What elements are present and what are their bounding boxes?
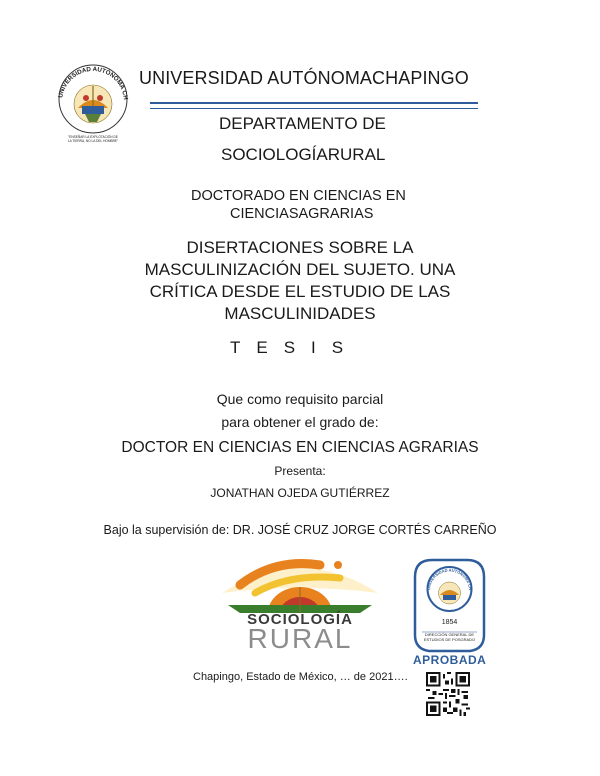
logo-word-rural: RURAL: [247, 623, 353, 654]
header-rule-thin: [150, 108, 478, 109]
place-date: Chapingo, Estado de México, … de 2021….: [193, 671, 408, 683]
stamp-caption: DIRECCIÓN GENERAL DE ESTUDIOS DE POSGRADO: [423, 632, 476, 642]
thesis-title-line: CRÍTICA DESDE EL ESTUDIO DE LAS: [149, 282, 451, 301]
presenta-label: Presenta:: [274, 464, 326, 478]
author-name: JONATHAN OJEDA GUTIÉRREZ: [210, 486, 390, 500]
logo-word-sociologia: SOCIOLOGÍA: [247, 611, 353, 628]
supervision-line: Bajo la supervisión de: DR. JOSÉ CRUZ JORGE CORTÉS CARREÑO: [103, 523, 497, 537]
university-name: UNIVERSIDAD AUTÓNOMACHAPINGO: [139, 68, 469, 88]
svg-text:"ENSEÑAR LA EXPLOTACIÓN DE: "ENSEÑAR LA EXPLOTACIÓN DE: [68, 135, 118, 139]
stamp-year: 1854: [441, 619, 458, 626]
requirement-line1: Que como requisito parcial: [216, 391, 384, 407]
svg-text:UNIVERSIDAD AUTÓNOMA CHAPINGO: UNIVERSIDAD AUTÓNOMA CH: [425, 567, 474, 591]
university-seal: [52, 62, 134, 144]
svg-text:LA TIERRA, NO LA DEL HOMBRE": LA TIERRA, NO LA DEL HOMBRE": [67, 139, 119, 143]
svg-text:UNIVERSIDAD AUTÓNOMA CHAPINGO: UNIVERSIDAD AUTÓNOMA CH: [57, 65, 129, 101]
thesis-title-line: MASCULINIDADES: [224, 304, 376, 323]
approval-stamp: [412, 557, 487, 653]
degree-name: DOCTOR EN CIENCIAS EN CIENCIAS AGRARIAS: [121, 439, 479, 456]
department-line1: DEPARTAMENTO DE: [219, 114, 386, 133]
program-line2: CIENCIASAGRARIAS: [230, 206, 374, 222]
department-line2: SOCIOLOGÍARURAL: [221, 145, 386, 164]
approval-status: APROBADA: [413, 653, 487, 667]
program-line1: DOCTORADO EN CIENCIAS EN: [191, 188, 406, 204]
requirement-line2: para obtener el grado de:: [221, 414, 379, 430]
qr-code: [426, 672, 470, 716]
thesis-title-line: DISERTACIONES SOBRE LA: [186, 238, 414, 257]
thesis-title-line: MASCULINIZACIÓN DEL SUJETO. UNA: [144, 260, 456, 279]
thesis-title: [0, 237, 600, 325]
sociologia-rural-logo: [220, 553, 380, 653]
tesis-label: TESIS: [230, 338, 360, 357]
header-rule-thick: [150, 102, 478, 104]
